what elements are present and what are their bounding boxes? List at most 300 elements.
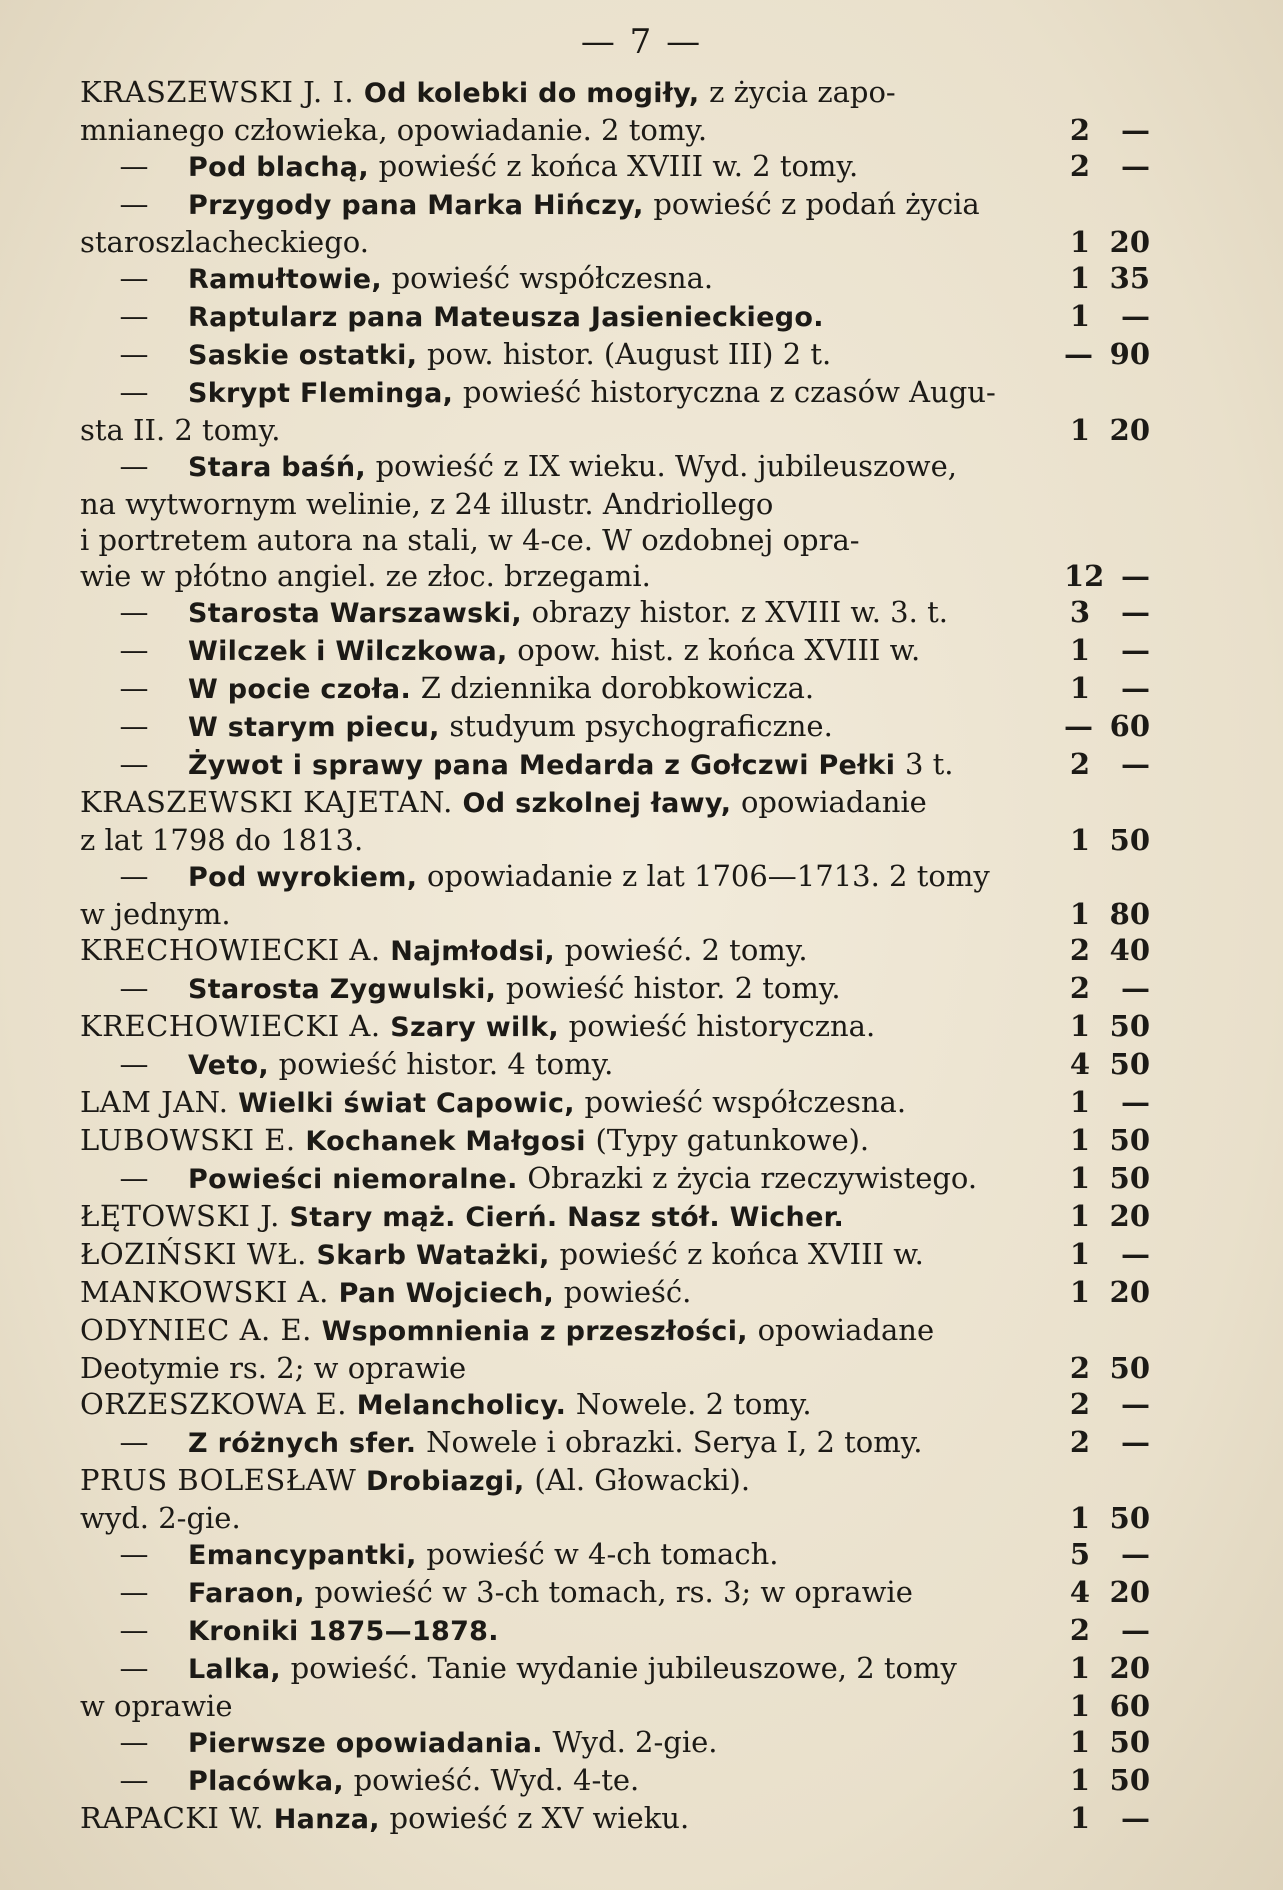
price-rubles: — [1064,337,1093,371]
catalog-entry [80,1122,1150,1160]
price [1064,670,1150,706]
price [1064,148,1150,184]
catalog-entry [80,932,1150,970]
entry-text-content [80,486,773,522]
book-title: Szary wilk, [390,1012,569,1043]
entry-text [80,1008,1150,1046]
price [1064,1500,1150,1536]
catalog-entry [80,1800,1150,1838]
entry-text [80,1462,1150,1500]
price-kopecks: 50 [1109,1009,1150,1043]
entry-line [80,1160,1150,1198]
entry-text [80,1350,1150,1386]
book-description: opowiadanie z lat 1706—1713. 2 tomy [427,859,990,893]
ditto-dash: — [119,1613,149,1647]
price-rubles: 1 [1069,299,1090,333]
entry-text-content [80,112,707,148]
entry-body [80,822,1150,858]
entry-line [80,1800,1150,1838]
book-description: powieść w 4-ch tomach. [426,1537,779,1571]
catalog-entry [80,1650,1150,1724]
price [1064,1424,1150,1460]
entry-line [80,448,1150,486]
entry-text-content [188,186,980,224]
book-description: z lat 1798 do 1813. [80,823,364,857]
entry-text [188,594,1150,632]
ditto-dash: — [119,1763,149,1797]
entry-text-content [80,1500,241,1536]
book-title: Kroniki 1875—1878. [188,1616,499,1647]
entry-text-content [80,932,808,970]
book-title: Lalka, [188,1654,291,1685]
entry-line [80,374,1150,412]
price-rubles: 2 [1069,1351,1090,1385]
price-kopecks: 20 [1109,1275,1150,1309]
entry-text [80,486,1150,522]
catalog-entry [80,1008,1150,1046]
ditto-dash: — [119,1161,149,1195]
entry-line [80,558,1150,594]
price-kopecks: — [1121,1537,1150,1571]
price-kopecks: 20 [1109,1651,1150,1685]
entry-body [80,784,1150,822]
book-description: staroszlacheckiego. [80,225,369,259]
author-name: KRECHOWIECKI A. [80,933,391,967]
price-rubles: 1 [1069,1161,1090,1195]
book-title: Żywot i sprawy pana Medarda z Gołczwi Pełki [188,750,905,781]
catalog-entry [80,1724,1150,1762]
entry-body [80,112,1150,148]
entry-line [80,708,1150,746]
entry-body [188,1612,1150,1650]
entry-text [80,1236,1150,1274]
price [1064,1386,1150,1422]
entry-body [188,336,1150,374]
price [1064,1122,1150,1158]
entry-body [188,1046,1150,1084]
price-rubles: 2 [1069,113,1090,147]
price-kopecks: 50 [1109,1501,1150,1535]
ditto-dash: — [119,449,149,483]
catalog-entry [80,336,1150,374]
price-rubles: 1 [1069,633,1090,667]
book-description: powieść. Tanie wydanie jubileuszowe, 2 tomy [290,1651,957,1685]
entry-body [80,486,1150,522]
book-title: Od szkolnej ławy, [462,788,741,819]
book-title: Skrypt Fleminga, [188,378,463,409]
ditto-dash: — [119,299,149,333]
entry-body [80,1008,1150,1046]
book-title: Stara baśń, [188,452,376,483]
entry-line [80,1046,1150,1084]
book-description: Nowele. 2 tomy. [575,1387,812,1421]
price [1064,298,1150,334]
catalog-entry [80,1160,1150,1198]
book-description: wyd. 2-gie. [80,1501,241,1535]
catalog-entry [80,74,1150,148]
entry-text [188,148,1150,186]
catalog-entry [80,1046,1150,1084]
price-kopecks: 60 [1109,709,1150,743]
book-description: powieść z podań życia [653,187,980,221]
book-description: powieść historyczna z czasów Augu- [462,375,996,409]
book-description: sta II. 2 tomy. [80,413,281,447]
entry-body [188,1724,1150,1762]
book-title: Starosta Warszawski, [188,598,532,629]
price-rubles: 1 [1069,1199,1090,1233]
catalog-entry [80,186,1150,260]
book-description: powieść w 3-ch tomach, rs. 3; w oprawie [314,1575,913,1609]
book-title: Raptularz pana Mateusza Jasienieckiego. [188,302,824,333]
entry-body [188,260,1150,298]
entry-text [80,1122,1150,1160]
entry-text [188,298,1150,336]
catalog-entry [80,1424,1150,1462]
entry-text [80,784,1150,822]
price-rubles: 1 [1069,897,1090,931]
entry-text-content [188,1650,957,1688]
book-description: powieść historyczna. [568,1009,876,1043]
book-description: powieść histor. 2 tomy. [505,971,841,1005]
entry-text [80,932,1150,970]
book-title: Faraon, [188,1578,315,1609]
price-rubles: — [1064,709,1093,743]
catalog-entry [80,1762,1150,1800]
catalog-entry [80,1236,1150,1274]
entry-body [80,896,1150,932]
price [1064,260,1150,296]
entry-body [80,74,1150,112]
entry-text-content [188,1724,718,1762]
price-kopecks: — [1121,1387,1150,1421]
book-title: Najmłodsi, [390,936,565,967]
entry-line [80,224,1150,260]
entry-text [80,112,1150,148]
entry-line [80,1762,1150,1800]
entry-text-content [188,148,858,186]
book-description: Nowele i obrazki. Serya I, 2 tomy. [426,1425,923,1459]
entry-text [80,1386,1150,1424]
entry-text-content [80,1688,232,1724]
ditto-dash: — [119,149,149,183]
price [1064,1574,1150,1610]
entry-line [80,858,1150,896]
entry-text [80,822,1150,858]
book-description: Deotymie rs. 2; w oprawie [80,1351,467,1385]
book-title: Wielki świat Capowic, [238,1088,585,1119]
author-name: RAPACKI W. [80,1801,274,1835]
entry-text [188,374,1150,412]
entry-text [188,746,1150,784]
entry-body [80,1800,1150,1838]
price [1064,594,1150,630]
price [1064,1724,1150,1760]
entry-line [80,1386,1150,1424]
entry-text [80,1198,1150,1236]
catalog-entry [80,670,1150,708]
entry-line [80,1462,1150,1500]
price-rubles: 1 [1069,1085,1090,1119]
entry-text-content [80,558,651,594]
book-description: powieść z końca XVIII w. [559,1237,924,1271]
price-rubles: 1 [1069,1689,1090,1723]
ditto-dash: — [119,709,149,743]
ditto-dash: — [119,671,149,705]
entry-line [80,260,1150,298]
entry-text-content [188,1046,613,1084]
book-title: Skarb Watażki, [316,1240,560,1271]
entry-body [80,1198,1150,1236]
book-title: Powieści niemoralne. [188,1164,528,1195]
book-title: Hanza, [273,1804,390,1835]
price [1064,112,1150,148]
price [1064,970,1150,1006]
entry-text [80,896,1150,932]
price-rubles: 12 [1064,559,1105,593]
entry-line [80,670,1150,708]
entry-text [188,1046,1150,1084]
ditto-dash: — [119,633,149,667]
book-description: powieść. [563,1275,692,1309]
ditto-dash: — [119,1537,149,1571]
entry-text-content [188,260,713,298]
entry-text [80,412,1150,448]
entry-text-content [188,374,996,412]
book-title: Kochanek Małgosi [305,1126,596,1157]
entry-line [80,1312,1150,1350]
price-rubles: 1 [1069,1123,1090,1157]
entry-line [80,970,1150,1008]
entry-text [188,970,1150,1008]
entry-text [80,1084,1150,1122]
catalog-entry [80,784,1150,858]
book-description: w jednym. [80,897,231,931]
catalog-entry [80,858,1150,932]
entry-text [188,1762,1150,1800]
catalog-entry [80,1198,1150,1236]
book-description: (Typy gatunkowe). [595,1123,870,1157]
entry-body [80,932,1150,970]
entry-line [80,1274,1150,1312]
price [1064,1236,1150,1272]
entry-text [188,1424,1150,1462]
entry-text-content [188,1536,778,1574]
price [1064,896,1150,932]
catalog-entry [80,298,1150,336]
book-title: Placówka, [188,1766,354,1797]
entry-text-content [188,670,814,708]
catalog-entry [80,632,1150,670]
catalog-entry [80,1274,1150,1312]
ditto-dash: — [119,375,149,409]
entry-body [188,186,1150,224]
entry-text-content [80,1008,875,1046]
entry-text [80,1800,1150,1838]
catalog-entry [80,708,1150,746]
price-kopecks: 20 [1109,1199,1150,1233]
price [1064,1800,1150,1836]
entry-text-content [80,1312,934,1350]
catalog-entry [80,1084,1150,1122]
entry-line [80,522,1150,558]
entry-body [80,224,1150,260]
price [1064,336,1150,372]
book-title: Z różnych sfer. [188,1428,427,1459]
price [1064,1084,1150,1120]
entry-text [80,522,1150,558]
entry-body [80,1312,1150,1350]
entry-text [188,1650,1150,1688]
book-title: Przygody pana Marka Hińczy, [188,190,654,221]
price-rubles: 2 [1069,971,1090,1005]
price-kopecks: — [1121,633,1150,667]
entry-line [80,1724,1150,1762]
entry-line [80,896,1150,932]
catalog-entry [80,1574,1150,1612]
price-rubles: 3 [1069,595,1090,629]
entry-text [188,632,1150,670]
price-rubles: 1 [1069,1237,1090,1271]
entry-text-content [80,522,860,558]
entry-text-content [188,1424,922,1462]
book-title: Saskie ostatki, [188,340,427,371]
entry-line [80,336,1150,374]
entry-line [80,746,1150,784]
author-name: KRECHOWIECKI A. [80,1009,391,1043]
catalog-entry [80,448,1150,594]
author-name: LUBOWSKI E. [80,1123,306,1157]
entry-text-content [188,1612,499,1650]
book-description: (Al. Głowacki). [534,1463,751,1497]
entry-body [188,1574,1150,1612]
entry-text [188,670,1150,708]
price-rubles: 2 [1069,933,1090,967]
entry-body [80,1236,1150,1274]
price-kopecks: 35 [1109,261,1150,295]
catalog-entry [80,1536,1150,1574]
price [1064,1688,1150,1724]
catalog-entry [80,746,1150,784]
book-title: Wspomnienia z przeszłości, [321,1316,758,1347]
book-title: W pocie czoła. [188,674,421,705]
entry-text [188,1724,1150,1762]
price-rubles: 5 [1069,1537,1090,1571]
price-rubles: 2 [1069,1387,1090,1421]
entry-body [80,1500,1150,1536]
book-title: Ramułtowie, [188,264,392,295]
book-description: powieść z XV wieku. [389,1801,690,1835]
price [1064,932,1150,968]
price-rubles: 1 [1069,1501,1090,1535]
author-name: ODYNIEC A. E. [80,1313,322,1347]
price-rubles: 1 [1069,413,1090,447]
entry-text-content [80,784,927,822]
entry-line [80,186,1150,224]
entry-line [80,932,1150,970]
catalog-entry [80,260,1150,298]
book-title: Od kolebki do mogiły, [363,78,710,109]
entry-text [80,558,1150,594]
ditto-dash: — [119,1047,149,1081]
entry-line [80,1008,1150,1046]
entry-text-content [188,858,990,896]
ditto-dash: — [119,1651,149,1685]
entry-body [80,412,1150,448]
book-title: Pan Wojciech, [338,1278,564,1309]
entry-line [80,632,1150,670]
entry-line [80,1574,1150,1612]
entry-line [80,74,1150,112]
entry-text [80,1274,1150,1312]
entry-text-content [188,746,954,784]
ditto-dash: — [119,1725,149,1759]
price [1064,1198,1150,1234]
price-kopecks: — [1121,747,1150,781]
ditto-dash: — [119,337,149,371]
book-title: Pod blachą, [188,152,379,183]
entry-body [188,1650,1150,1688]
entry-text-content [188,336,831,374]
book-title: Pod wyrokiem, [188,862,427,893]
book-title: Drobiazgi, [365,1466,535,1497]
book-description: powieść współczesna. [391,261,714,295]
catalog-entry [80,970,1150,1008]
entry-text-content [188,1574,913,1612]
ditto-dash: — [119,971,149,1005]
entry-body [80,1386,1150,1424]
price-kopecks: 20 [1109,413,1150,447]
price-kopecks: — [1121,149,1150,183]
entry-text-content [188,970,841,1008]
entry-text-content [188,594,948,632]
price [1064,1160,1150,1196]
author-name: KRASZEWSKI KAJETAN. [80,785,463,819]
entry-line [80,1350,1150,1386]
entry-body [188,632,1150,670]
entry-text-content [80,1386,812,1424]
price-rubles: 2 [1069,1613,1090,1647]
price-kopecks: — [1121,671,1150,705]
author-name: KRASZEWSKI J. I. [80,75,364,109]
entry-body [188,594,1150,632]
ditto-dash: — [119,1425,149,1459]
author-name: ŁOZIŃSKI WŁ. [80,1237,317,1271]
ditto-dash: — [119,595,149,629]
entry-text [188,858,1150,896]
entry-line [80,822,1150,858]
price-kopecks: 20 [1109,225,1150,259]
price [1064,1536,1150,1572]
book-description: powieść histor. 4 tomy. [278,1047,614,1081]
catalog-entry [80,374,1150,448]
entry-text [188,1536,1150,1574]
entry-text-content [80,224,369,260]
price-kopecks: 50 [1109,823,1150,857]
price [1064,746,1150,782]
price-rubles: 1 [1069,1651,1090,1685]
book-description: wie w płótno angiel. ze złoc. brzegami. [80,559,651,593]
ditto-dash: — [119,747,149,781]
entry-body [188,858,1150,896]
price-kopecks: — [1121,595,1150,629]
book-description: studyum psychograficzne. [449,709,833,743]
price-kopecks: 80 [1109,897,1150,931]
book-description: z życia zapo- [709,75,896,109]
ditto-dash: — [119,261,149,295]
book-description: powieść z końca XVIII w. 2 tomy. [378,149,859,183]
entry-text [188,186,1150,224]
price-rubles: 2 [1069,149,1090,183]
